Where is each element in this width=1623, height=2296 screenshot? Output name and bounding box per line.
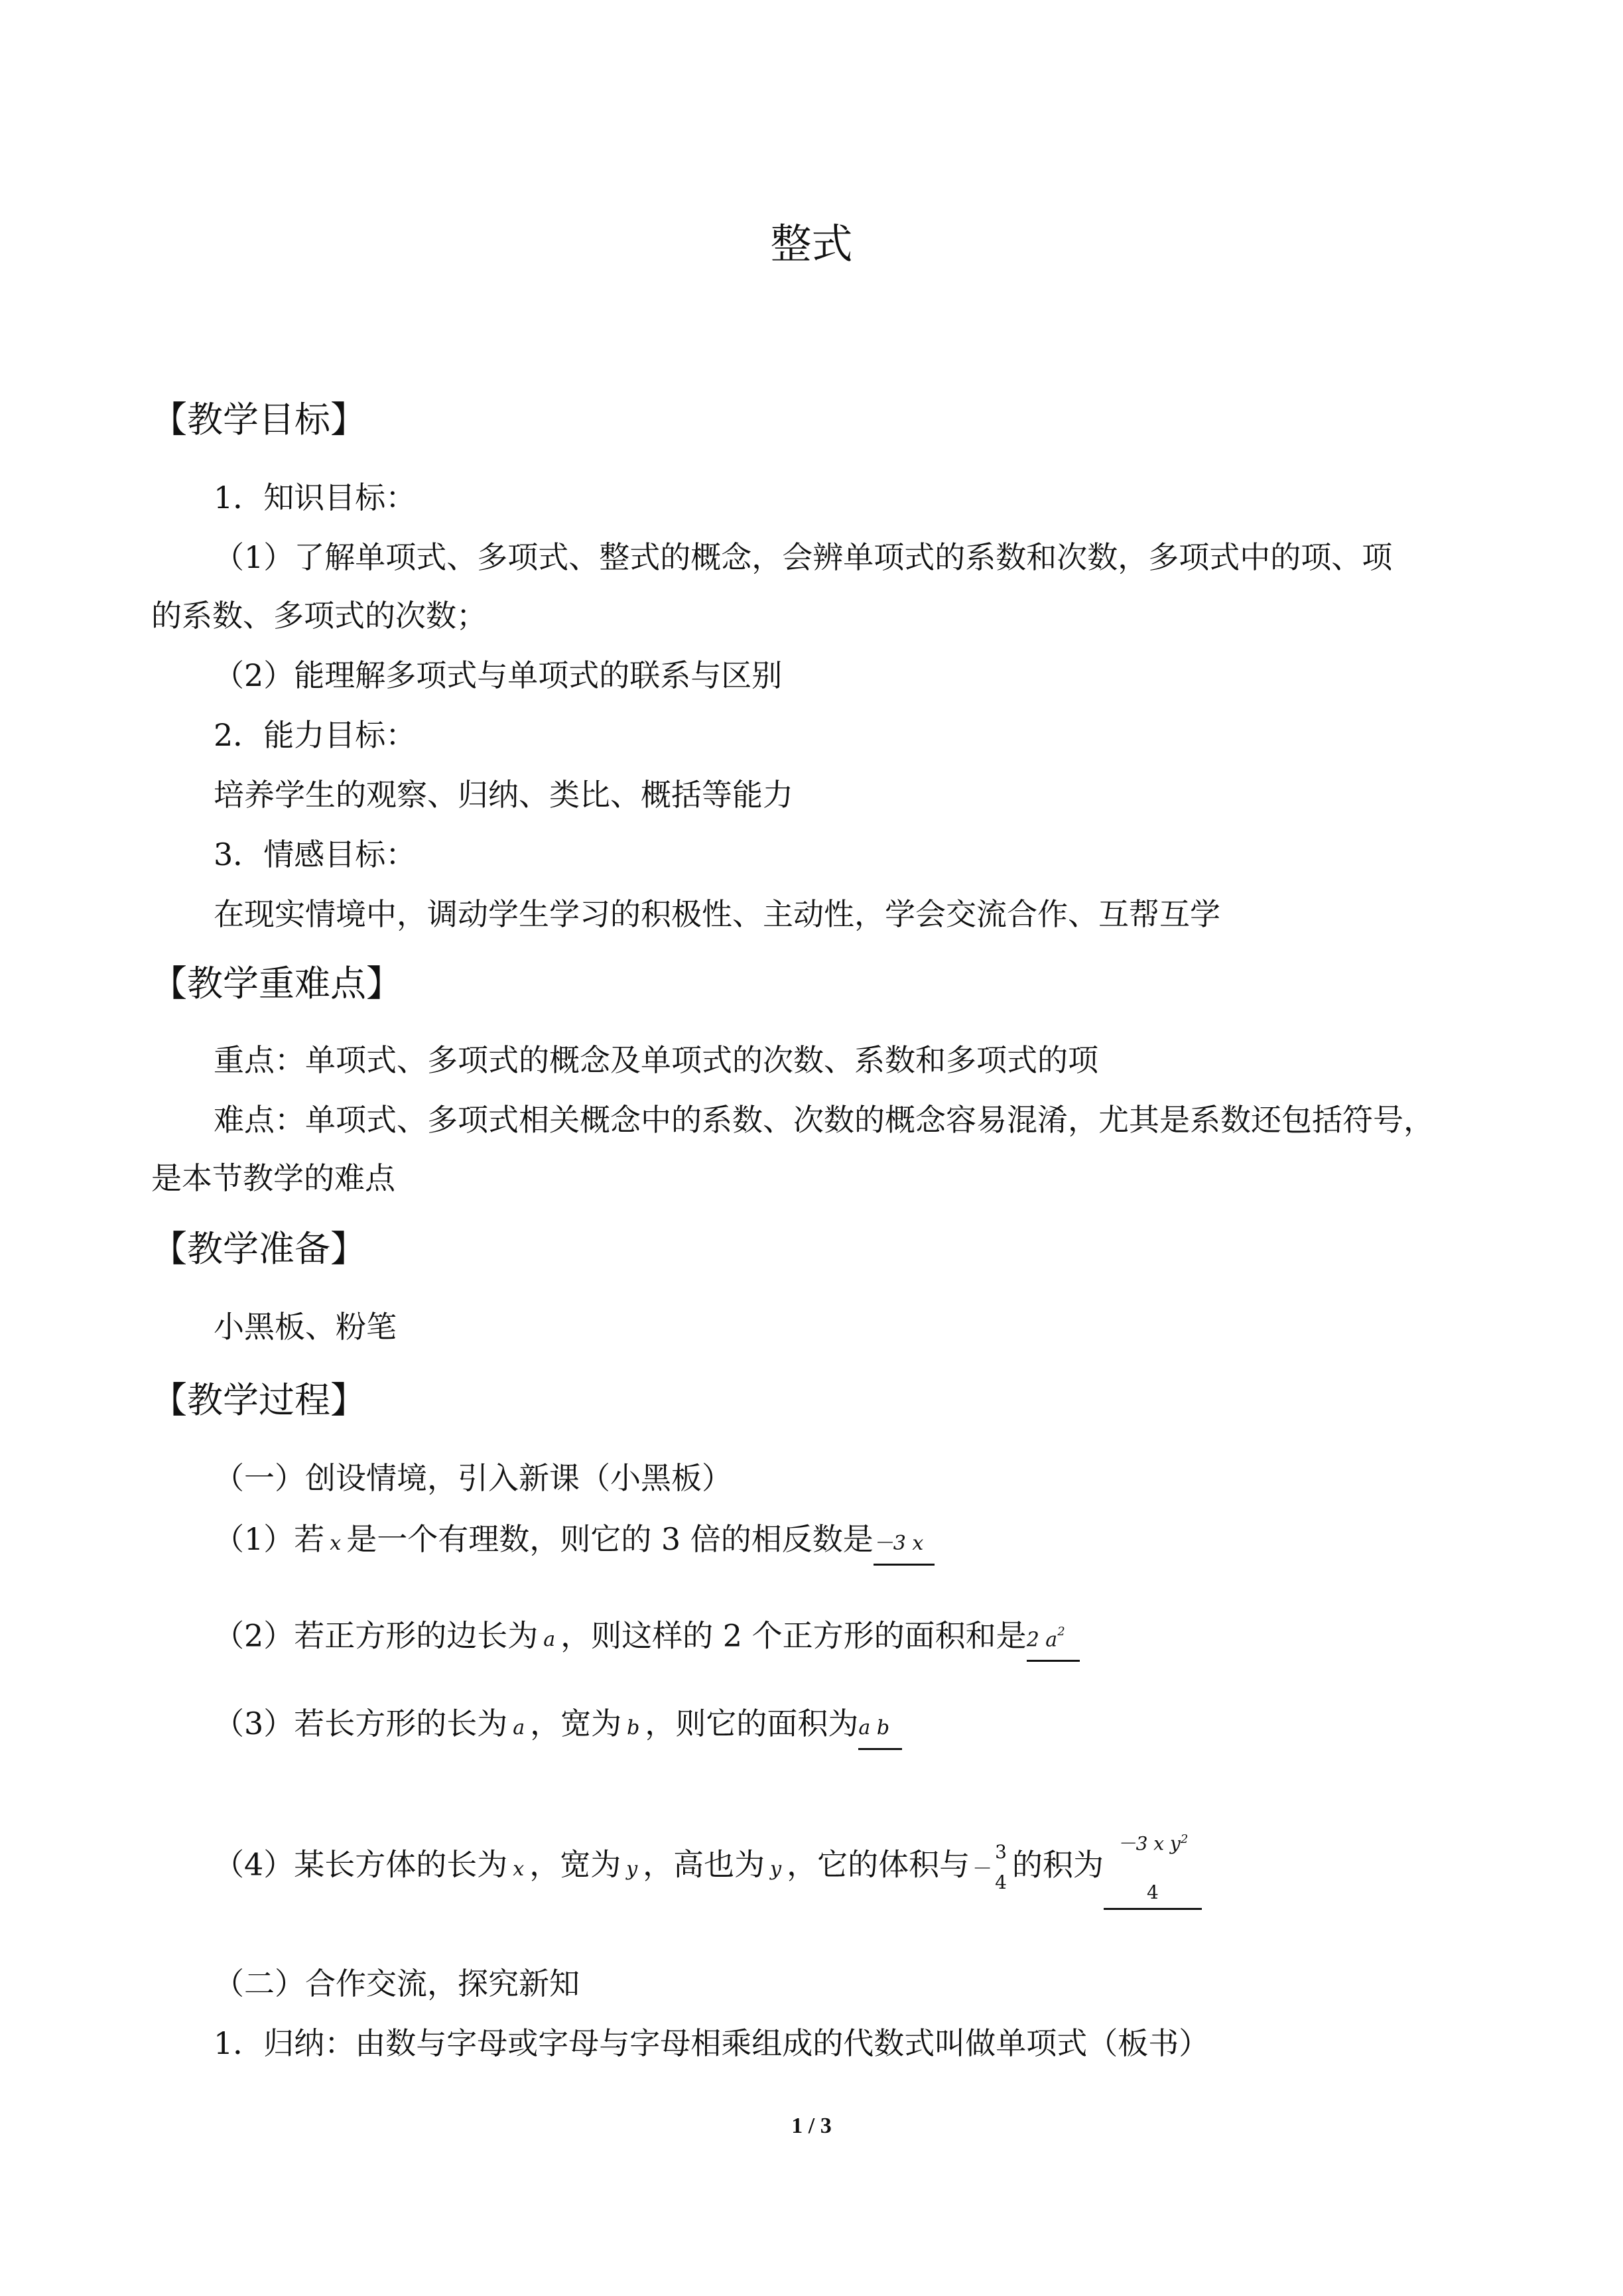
difficulty-line-1: 难点：单项式、多项式相关概念中的系数、次数的概念容易混淆，尤其是系数还包括符号， (214, 1102, 1434, 1138)
q4-text-e: 的积为 (1011, 1846, 1104, 1883)
q1-variable: x (330, 1532, 342, 1555)
q1-text-a: （1）若 (214, 1521, 325, 1557)
q4-fraction-numerator: 3 (995, 1840, 1007, 1863)
q2-text-a: （2）若正方形的边长为 (214, 1617, 539, 1654)
q3-variable-2: b (627, 1716, 640, 1739)
q1-text-b: 是一个有理数，则它的 3 倍的相反数是 (346, 1521, 874, 1557)
emotion-goal-title: 3．情感目标： (214, 837, 417, 872)
question-3 (214, 1704, 902, 1750)
focus-text: 重点：单项式、多项式的概念及单项式的次数、系数和多项式的项 (214, 1042, 1098, 1078)
ability-goal-text: 培养学生的观察、归纳、类比、概括等能力 (214, 777, 793, 813)
q4-text-c: ，高也为 (643, 1846, 765, 1883)
q3-text-a: （3）若长方形的长为 (214, 1706, 508, 1741)
section-heading-keypoints: 【教学重难点】 (151, 963, 402, 1004)
q2-answer-exponent: 2 (1057, 1625, 1065, 1639)
q4-text-a: （4）某长方体的长为 (214, 1846, 508, 1883)
knowledge-goal-1-line-2: 的系数、多项式的次数； (151, 598, 487, 634)
part-1-title: （一）创设情境，引入新课（小黑板） (214, 1460, 732, 1496)
knowledge-goal-2: （2）能理解多项式与单项式的联系与区别 (214, 657, 783, 693)
question-4 (214, 1824, 1202, 1910)
q4-variable-y-1: y (626, 1857, 638, 1881)
ability-goal-title: 2．能力目标： (214, 717, 417, 753)
q4-negative-sign: － (972, 1857, 993, 1881)
q4-text-b: ，宽为 (529, 1846, 621, 1883)
q3-text-c: ，则它的面积为 (645, 1706, 859, 1741)
q4-variable-x: x (513, 1857, 525, 1881)
q4-answer-numerator: －3 x $y^2$ (1117, 1832, 1189, 1855)
page-title: 整式 (770, 220, 853, 268)
q2-answer: 2 a (1026, 1628, 1058, 1652)
q4-fraction-denominator: 4 (995, 1871, 1007, 1893)
q3-text-b: ，宽为 (530, 1706, 622, 1741)
q4-answer-exponent: 2 (1180, 1832, 1189, 1846)
page-number: 1 / 3 (791, 2114, 832, 2138)
q1-answer: －3 x (873, 1532, 924, 1555)
q4-text-d: ，它的体积与 (787, 1846, 970, 1883)
q1-answer-blank (874, 1519, 935, 1566)
prep-materials: 小黑板、粉笔 (214, 1309, 397, 1345)
q4-variable-y-2: y (770, 1857, 782, 1881)
knowledge-goal-1-line-1: （1）了解单项式、多项式、整式的概念，会辨单项式的系数和次数，多项式中的项、项 (214, 539, 1393, 575)
question-2 (214, 1612, 1080, 1662)
induction-text: 1．归纳：由数与字母或字母与字母相乘组成的代数式叫做单项式（板书） (214, 2025, 1210, 2061)
q2-text-b: ，则这样的 2 个正方形的面积和是 (560, 1617, 1027, 1654)
q2-answer-blank (1027, 1612, 1080, 1662)
emotion-goal-text: 在现实情境中，调动学生学习的积极性、主动性，学会交流合作、互帮互学 (214, 896, 1220, 932)
question-1 (214, 1519, 935, 1566)
knowledge-goal-title: 1．知识目标： (214, 480, 417, 515)
q3-answer-blank (858, 1704, 902, 1750)
q4-fraction (995, 1837, 1007, 1898)
q3-answer: a b (858, 1716, 890, 1739)
difficulty-line-2: 是本节教学的难点 (151, 1160, 395, 1196)
q2-variable: a (543, 1628, 556, 1652)
section-heading-goals: 【教学目标】 (151, 399, 366, 440)
q4-answer-denominator: 4 (1104, 1877, 1202, 1910)
section-heading-prep: 【教学准备】 (151, 1228, 366, 1270)
q3-variable-1: a (513, 1716, 525, 1739)
part-2-title: （二）合作交流，探究新知 (214, 1966, 580, 2001)
section-heading-process: 【教学过程】 (151, 1379, 366, 1421)
q4-answer (1104, 1824, 1202, 1910)
